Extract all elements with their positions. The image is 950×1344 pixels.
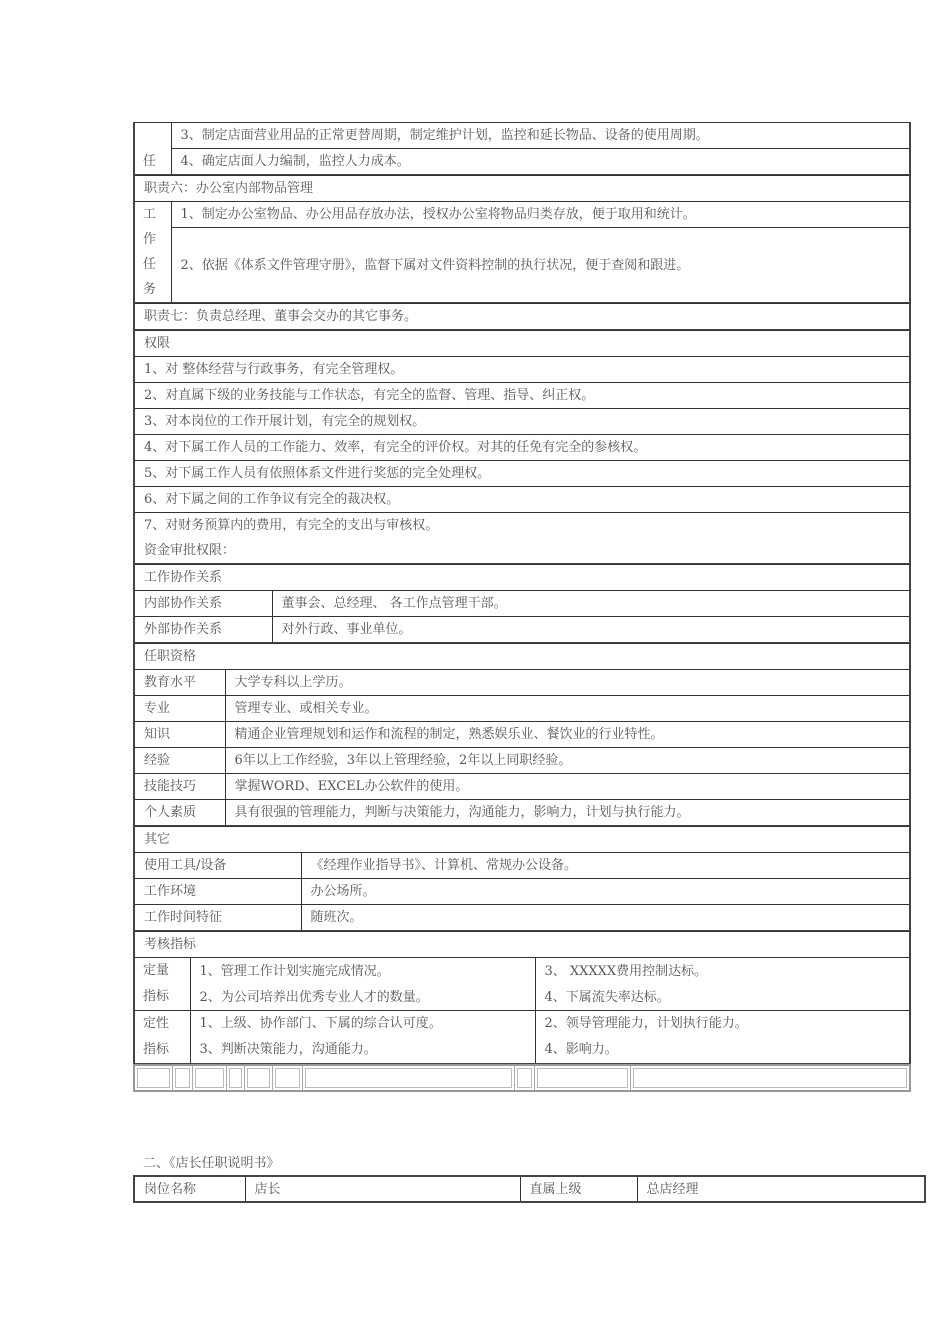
duty7-block — [133, 303, 911, 331]
qualification-value: 精通企业管理规划和运作和流程的制定，熟悉娱乐业、餐饮业的行业特性。 — [225, 722, 910, 748]
other-block — [133, 826, 911, 932]
section2-title: 二、《店长任职说明书》 — [143, 1156, 280, 1171]
side-char: 任 — [143, 257, 157, 272]
quant-item: 1、管理工作计划实施完成情况。 — [190, 958, 535, 985]
assessment-title: 考核指标 — [134, 932, 910, 958]
qualification-label: 知识 — [134, 722, 225, 748]
qual-item: 1、上级、协作部门、下属的综合认可度。 — [190, 1011, 535, 1037]
assessment-block — [133, 931, 911, 1065]
cooperation-label: 外部协作关系 — [134, 617, 272, 644]
qualification-value: 具有很强的管理能力，判断与决策能力，沟通能力，影响力，计划与执行能力。 — [225, 800, 910, 827]
position-name-value: 店长 — [245, 1176, 520, 1202]
qualification-label: 专业 — [134, 696, 225, 722]
empty-cell — [192, 1065, 226, 1091]
empty-cell — [244, 1065, 272, 1091]
qualification-label: 教育水平 — [134, 670, 225, 696]
job-description-table — [133, 123, 911, 1092]
qualification-label: 经验 — [134, 748, 225, 774]
cooperation-label: 内部协作关系 — [134, 591, 272, 617]
other-value: 《经理作业指导书》、计算机、常规办公设备。 — [301, 853, 910, 879]
authority-item: 2、对直属下级的业务技能与工作状态，有完全的监督、管理、指导、纠正权。 — [134, 383, 910, 409]
empty-cell — [134, 1065, 172, 1091]
section2-table — [133, 1175, 926, 1203]
qual-item: 4、影响力。 — [535, 1037, 910, 1064]
other-value: 办公场所。 — [301, 879, 910, 905]
qualification-value: 掌握WORD、EXCEL办公软件的使用。 — [225, 774, 910, 800]
other-label: 使用工具/设备 — [134, 853, 301, 879]
qualification-value: 6年以上工作经验，3年以上管理经验，2年以上同职经验。 — [225, 748, 910, 774]
authority-item: 5、对下属工作人员有依照体系文件进行奖惩的完全处理权。 — [134, 461, 910, 487]
duty6-item2: 2、依据《体系文件管理守册》，监督下属对文件资料控制的执行状况，便于查阅和跟进。 — [171, 228, 910, 304]
authority-item: 4、对下属工作人员的工作能力、效率，有完全的评价权。对其的任免有完全的参核权。 — [134, 435, 910, 461]
duty5-block — [133, 122, 911, 176]
qualification-block — [133, 643, 911, 827]
fund-approval-label: 资金审批权限： — [144, 543, 236, 558]
empty-grid-row — [133, 1064, 911, 1092]
qual-label — [134, 1011, 190, 1065]
qualification-value: 大学专科以上学历。 — [225, 670, 910, 696]
cooperation-title: 工作协作关系 — [134, 565, 910, 591]
authority-item: 3、对本岗位的工作开展计划，有完全的规划权。 — [134, 409, 910, 435]
duty6-side-label — [134, 202, 171, 304]
direct-superior-label: 直属上级 — [520, 1176, 637, 1202]
authority-item: 6、对下属之间的工作争议有完全的裁决权。 — [134, 487, 910, 513]
position-name-label: 岗位名称 — [134, 1176, 245, 1202]
cooperation-value: 对外行政、事业单位。 — [272, 617, 910, 644]
empty-cell — [630, 1065, 910, 1091]
empty-cell — [226, 1065, 244, 1091]
authority-item: 7、对财务预算内的费用，有完全的支出与审核权。 — [144, 518, 439, 533]
quant-label-line: 指标 — [143, 989, 170, 1004]
quant-item: 3、 XXXXX费用控制达标。 — [535, 958, 910, 985]
quant-item: 2、为公司培养出优秀专业人才的数量。 — [190, 984, 535, 1011]
duty7-title: 职责七：负责总经理、董事会交办的其它事务。 — [134, 304, 910, 331]
empty-cell — [534, 1065, 630, 1091]
authority-block — [133, 330, 911, 565]
qualification-label: 个人素质 — [134, 800, 225, 827]
direct-superior-value: 总店经理 — [637, 1176, 925, 1202]
empty-cell — [172, 1065, 192, 1091]
side-char: 工 — [143, 207, 157, 222]
qual-label-line: 指标 — [143, 1042, 170, 1057]
empty-cell — [514, 1065, 534, 1091]
duty6-title: 职责六：办公室内部物品管理 — [134, 176, 910, 202]
duty6-item1: 1、制定办公室物品、办公用品存放办法，授权办公室将物品归类存放，便于取用和统计。 — [171, 202, 910, 228]
duty5-side-label: 任 — [134, 123, 171, 176]
duty5-item3: 3、制定店面营业用品的正常更替周期，制定维护计划，监控和延长物品、设备的使用周期。 — [171, 123, 910, 149]
quant-label — [134, 958, 190, 1011]
other-value: 随班次。 — [301, 905, 910, 932]
authority-title: 权限 — [134, 331, 910, 357]
quant-item: 4、下属流失率达标。 — [535, 984, 910, 1011]
authority-item-7 — [134, 513, 910, 565]
duty6-block — [133, 175, 911, 304]
side-char: 务 — [143, 282, 157, 297]
quant-label-line: 定量 — [143, 963, 170, 978]
qual-item: 2、领导管理能力，计划执行能力。 — [535, 1011, 910, 1037]
qualification-value: 管理专业、或相关专业。 — [225, 696, 910, 722]
qualification-title: 任职资格 — [134, 644, 910, 670]
other-label: 工作环境 — [134, 879, 301, 905]
authority-item: 1、对 整体经营与行政事务，有完全管理权。 — [134, 357, 910, 383]
side-char: 作 — [143, 232, 157, 247]
duty5-item4: 4、确定店面人力编制，监控人力成本。 — [171, 149, 910, 176]
qualification-label: 技能技巧 — [134, 774, 225, 800]
other-title: 其它 — [134, 827, 910, 853]
cooperation-block — [133, 564, 911, 644]
empty-cell — [272, 1065, 302, 1091]
qual-item: 3、判断决策能力，沟通能力。 — [190, 1037, 535, 1064]
cooperation-value: 董事会、总经理、 各工作点管理干部。 — [272, 591, 910, 617]
other-label: 工作时间特征 — [134, 905, 301, 932]
qual-label-line: 定性 — [143, 1016, 170, 1031]
empty-cell — [302, 1065, 514, 1091]
